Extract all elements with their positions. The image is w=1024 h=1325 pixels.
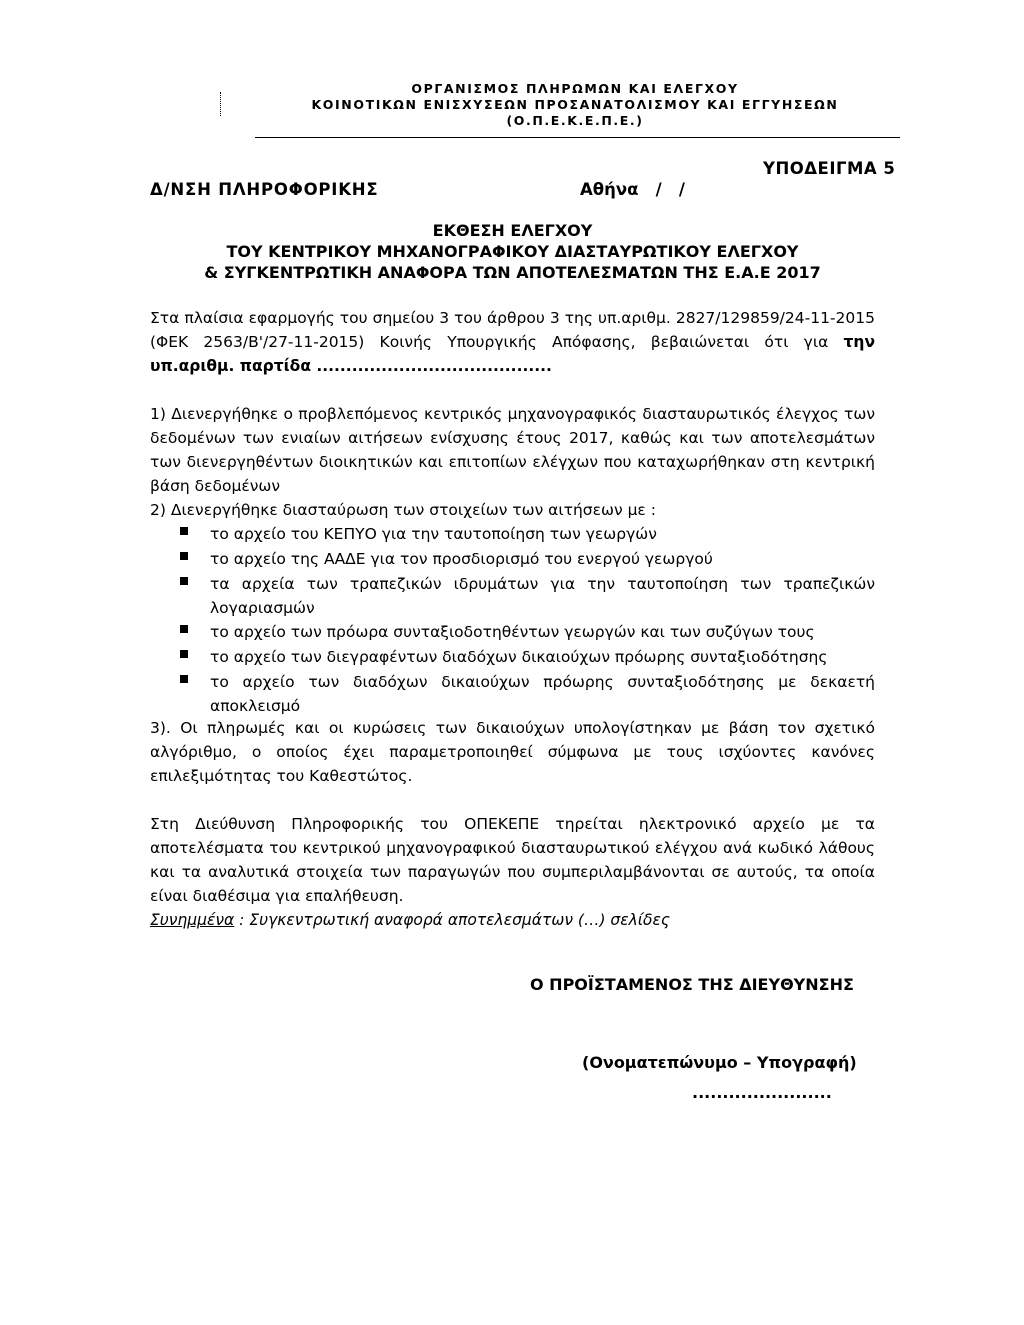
report-title-line1: ΕΚΘΕΣΗ ΕΛΕΓΧΟΥ xyxy=(432,221,593,240)
attachments-label: Συνημμένα xyxy=(150,911,235,929)
bullet-item: το αρχείο των διαδόχων δικαιούχων πρόωρης συνταξιοδότησης με δεκαετή xyxy=(210,673,875,691)
place-date: Αθήνα / / xyxy=(580,180,685,199)
bullet-item: το αρχείο των διεγραφέντων διαδόχων δικαιούχων πρόωρης συνταξιοδότησης xyxy=(210,648,828,666)
bullet-marker xyxy=(180,625,188,633)
intro-paragraph xyxy=(150,306,875,378)
org-name-line3: (Ο.Π.Ε.Κ.Ε.Π.Ε.) xyxy=(506,113,644,128)
header-rule xyxy=(255,137,900,138)
point-2: 2) Διενεργήθηκε διασταύρωση των στοιχείων των αιτήσεων με : xyxy=(150,501,656,519)
bullet-marker xyxy=(180,650,188,658)
intro-text: Στα πλαίσια εφαρμογής του σημείου 3 του άρθρου 3 της υπ.αριθμ. 2827/129859/24-11-2015 (ΦΕΚ 2563/Β'/27-11-2015) Κοινής Υπουργικής Απόφασης, βεβαιώνεται ότι για xyxy=(150,309,875,351)
bullet-item: το αρχείο των πρόωρα συνταξιοδοτηθέντων γεωργών και των συζύγων τους xyxy=(210,623,815,641)
report-title-line2: ΤΟΥ ΚΕΝΤΡΙΚΟΥ ΜΗΧΑΝΟΓΡΑΦΙΚΟΥ ΔΙΑΣΤΑΥΡΩΤΙΚΟΥ ΕΛΕΓΧΟΥ xyxy=(226,242,799,261)
bullet-marker xyxy=(180,675,188,683)
bullet-marker xyxy=(180,527,188,535)
org-name-line2: ΚΟΙΝΟΤΙΚΩΝ ΕΝΙΣΧΥΣΕΩΝ ΠΡΟΣΑΝΑΤΟΛΙΣΜΟΥ ΚΑΙ ΕΓΓΥΗΣΕΩΝ xyxy=(311,97,839,112)
bullet-item: το αρχείο του ΚΕΠΥΟ για την ταυτοποίηση των γεωργών xyxy=(210,525,657,543)
bullet-marker xyxy=(180,552,188,560)
org-name-line1: ΟΡΓΑΝΙΣΜΟΣ ΠΛΗΡΩΜΩΝ ΚΑΙ ΕΛΕΓΧΟΥ xyxy=(411,81,739,96)
department-label: Δ/ΝΣΗ ΠΛΗΡΟΦΟΡΙΚΗΣ xyxy=(150,180,379,199)
signatory-title: Ο ΠΡΟΪΣΤΑΜΕΝΟΣ ΤΗΣ ΔΙΕΥΘΥΝΣΗΣ xyxy=(530,975,854,994)
dotted-margin-mark xyxy=(220,92,225,116)
bullet-item: το αρχείο της ΑΑΔΕ για τον προσδιορισμό του ενεργού γεωργού xyxy=(210,550,713,568)
attachments-text: : Συγκεντρωτική αναφορά αποτελεσμάτων (…) σελίδες xyxy=(234,911,671,929)
signature-dots: ....................... xyxy=(692,1083,832,1102)
closing-paragraph: Στη Διεύθυνση Πληροφορικής του ΟΠΕΚΕΠΕ τηρείται ηλεκτρονικό αρχείο με τα αποτελέσματα του κεντρικού μηχανογραφικού διασταυρωτικού ελέγχου ανά κωδικό λάθους και τα αναλυτικά στοιχεία των παραγωγών που συμπεριλαμβάνονται σε αυτούς, τα οποία είναι διαθέσιμα για επαλήθευση. xyxy=(150,815,875,905)
report-title-line3: & ΣΥΓΚΕΝΤΡΩΤΙΚΗ ΑΝΑΦΟΡΑ ΤΩΝ ΑΠΟΤΕΛΕΣΜΑΤΩΝ ΤΗΣ Ε.Α.Ε 2017 xyxy=(204,263,821,282)
name-signature-line: (Ονοματεπώνυμο – Υπογραφή) xyxy=(582,1053,857,1072)
bullet-item-continuation: αποκλεισμό xyxy=(210,697,301,715)
point-3: 3). Οι πληρωμές και οι κυρώσεις των δικαιούχων υπολογίστηκαν με βάση τον σχετικό αλγόριθμο, ο οποίος έχει παραμετροποιηθεί σύμφωνα με τους ισχύοντες κανόνες επιλεξιμότητας του Καθεστώτος. xyxy=(150,719,875,785)
bullet-marker xyxy=(180,577,188,585)
attachments-line xyxy=(150,908,875,932)
batch-number: την υπ.αριθμ. παρτίδα ........................................ xyxy=(150,333,875,375)
bullet-item: τα αρχεία των τραπεζικών ιδρυμάτων για την ταυτοποίηση των τραπεζικών xyxy=(210,575,875,593)
point-1: 1) Διενεργήθηκε ο προβλεπόμενος κεντρικός μηχανογραφικός διασταυρωτικός έλεγχος των δεδομένων των ενιαίων αιτήσεων ενίσχυσης έτους 2017, καθώς και των αποτελεσμάτων των διενεργηθέντων διοικητικών και επιτοπίων ελέγχων που καταχωρήθηκαν στη κεντρική βάση δεδομένων xyxy=(150,405,875,495)
sample-label: ΥΠΟΔΕΙΓΜΑ 5 xyxy=(763,159,896,178)
bullet-item-continuation: λογαριασμών xyxy=(210,599,315,617)
